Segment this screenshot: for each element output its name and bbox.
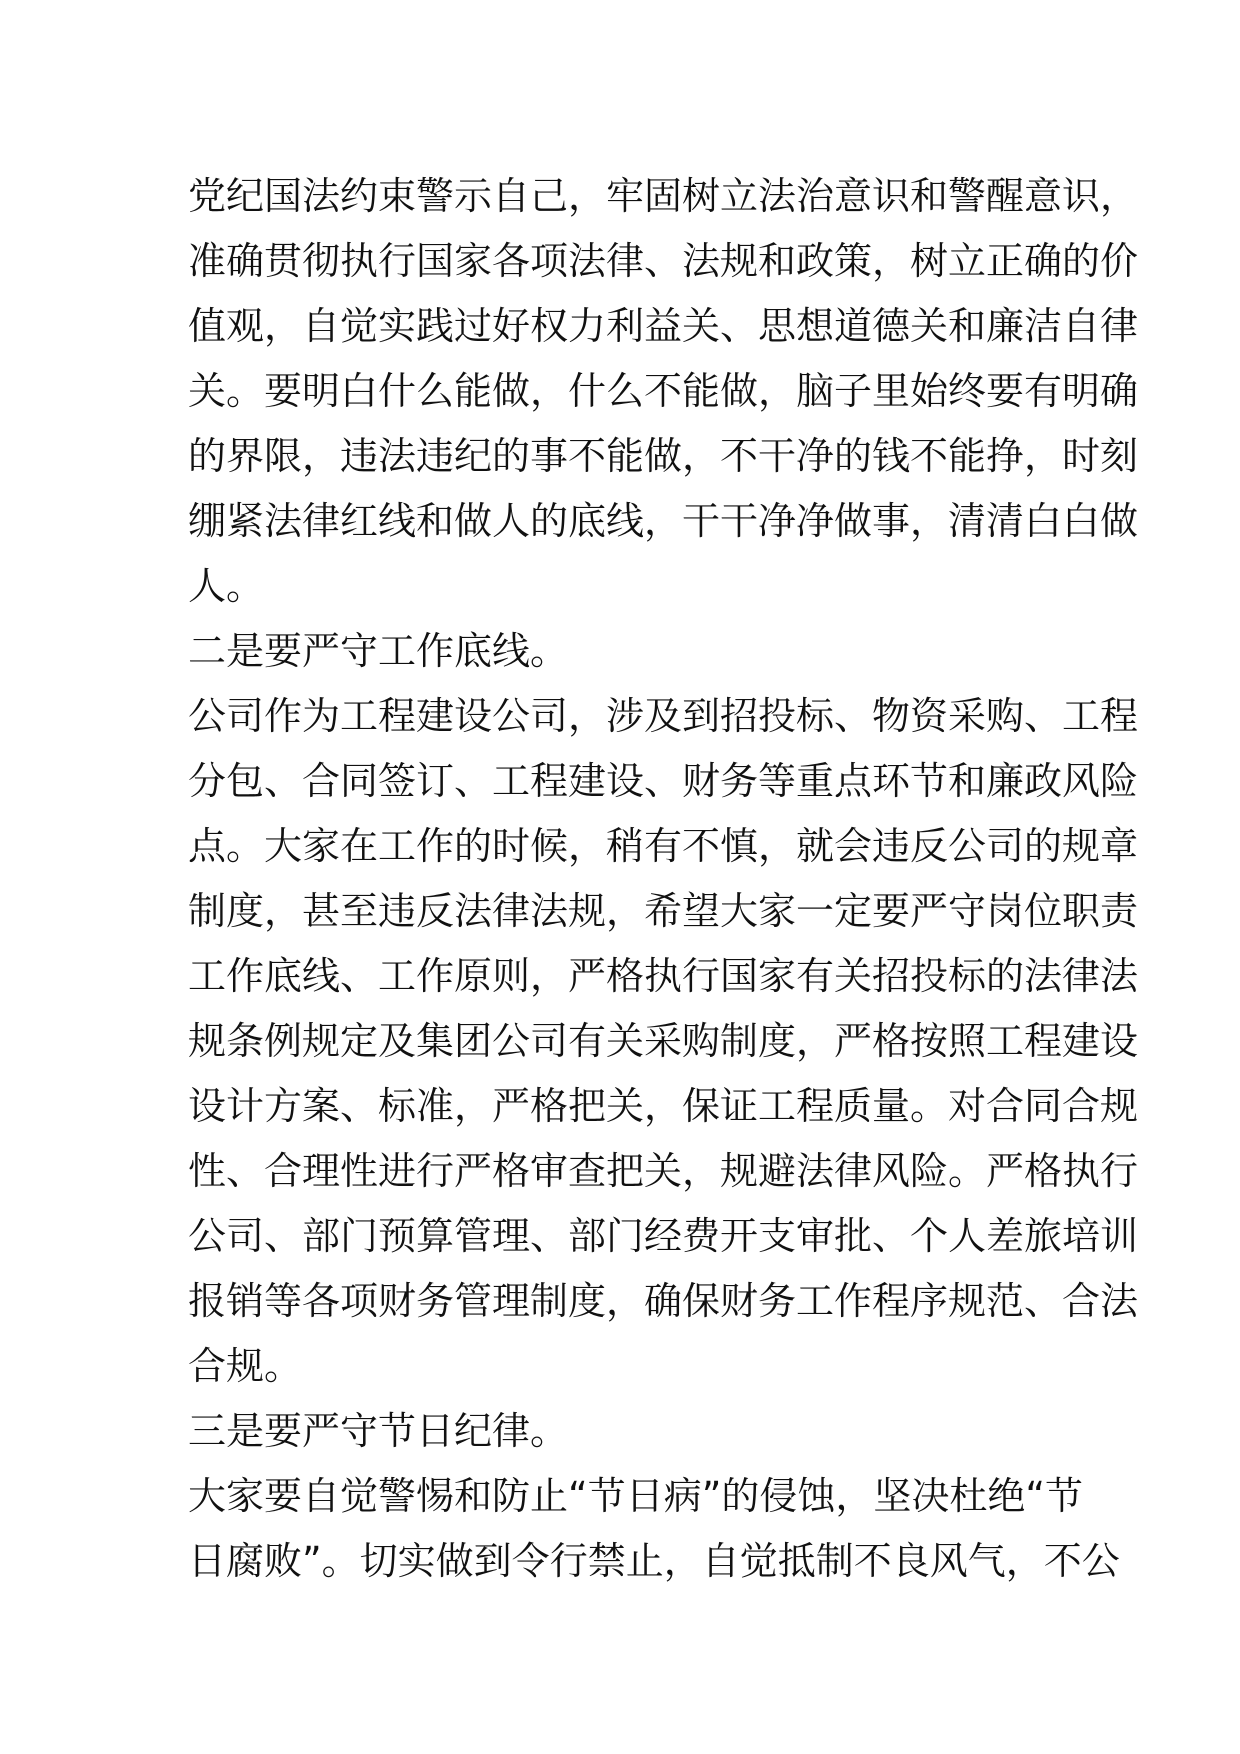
section-heading: 三是要严守节日纪律。 <box>188 1409 569 1453</box>
text-line: 的界限，违法违纪的事不能做，不干净的钱不能挣，时刻 <box>188 434 1139 478</box>
text-line: 日腐败”。切实做到令行禁止，自觉抵制不良风气，不公 <box>188 1539 1120 1583</box>
text-line: 规条例规定及集团公司有关采购制度，严格按照工程建设 <box>188 1019 1139 1063</box>
text-line: 制度，甚至违反法律法规，希望大家一定要严守岗位职责 <box>188 889 1139 933</box>
text-line: 人。 <box>188 564 265 608</box>
text-line: 性、合理性进行严格审查把关，规避法律风险。严格执行 <box>188 1149 1139 1193</box>
text-line: 分包、合同签订、工程建设、财务等重点环节和廉政风险 <box>188 759 1139 803</box>
text-line: 报销等各项财务管理制度，确保财务工作程序规范、合法 <box>188 1279 1139 1323</box>
text-line: 绷紧法律红线和做人的底线，干干净净做事，清清白白做 <box>188 499 1139 543</box>
text-line: 工作底线、工作原则，严格执行国家有关招投标的法律法 <box>188 954 1139 998</box>
text-line: 大家要自觉警惕和防止“节日病”的侵蚀，坚决杜绝“节 <box>188 1474 1084 1518</box>
text-line: 关。要明白什么能做，什么不能做，脑子里始终要有明确 <box>188 369 1139 413</box>
text-line: 值观，自觉实践过好权力利益关、思想道德关和廉洁自律 <box>188 304 1139 348</box>
text-line: 准确贯彻执行国家各项法律、法规和政策，树立正确的价 <box>188 239 1139 283</box>
text-line: 党纪国法约束警示自己，牢固树立法治意识和警醒意识， <box>188 174 1139 218</box>
text-line: 合规。 <box>188 1344 303 1388</box>
text-line: 公司作为工程建设公司，涉及到招投标、物资采购、工程 <box>188 694 1139 738</box>
text-line: 设计方案、标准，严格把关，保证工程质量。对合同合规 <box>188 1084 1139 1128</box>
text-line: 公司、部门预算管理、部门经费开支审批、个人差旅培训 <box>188 1214 1139 1258</box>
section-heading: 二是要严守工作底线。 <box>188 629 569 673</box>
body-text <box>188 164 1139 1594</box>
text-line: 点。大家在工作的时候，稍有不慎，就会违反公司的规章 <box>188 824 1139 868</box>
